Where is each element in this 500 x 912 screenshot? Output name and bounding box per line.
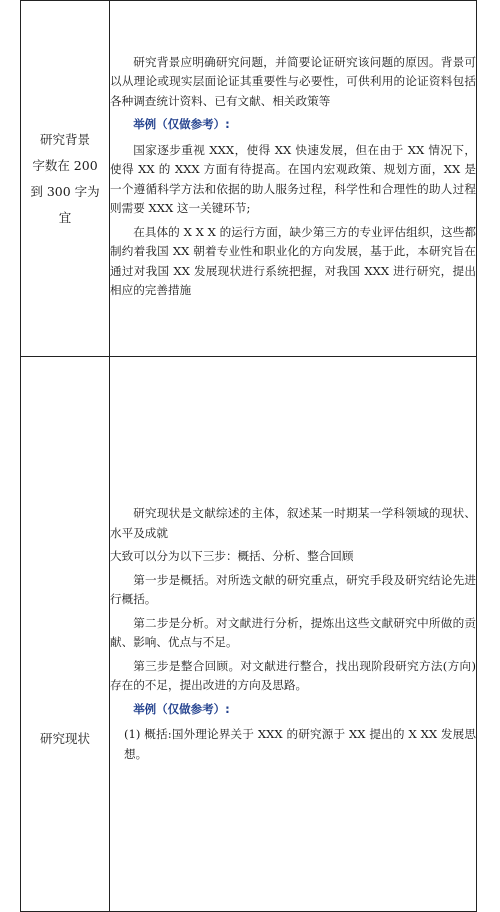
step-item: 第三步是整合回顾。对文献进行整合，找出现阶段研究方法(方向) 存在的不足，提出改进的方向及思路。 xyxy=(110,658,476,692)
label-line: 研究现状 xyxy=(39,731,90,746)
example-paragraph: 在具体的 X X X 的运行方面，缺少第三方的专业评估组织，这些都制约着我国 XX 朝着专业性和职业化的方向发展，基于此，本研究旨在通过对我国 XX 发展现状进行系统把握，对我国 XXX 进行研究，提出相应的完善措施 xyxy=(110,224,476,297)
step-item: 第一步是概括。对所选文献的研究重点，研究手段及研究结论先进行概括。 xyxy=(110,572,476,606)
step-item: 第二步是分析。对文献进行分析，提炼出这些文献研究中所做的贡献、影响、优点与不足。 xyxy=(110,615,476,649)
row-content-background xyxy=(110,1,477,357)
background-intro: 研究背景应明确研究问题，并简要论证研究该问题的原因。背景可以从理论或现实层面论证其重要性与必要性，可供利用的论证资料包括各种调查统计资料、已有文献、相关政策等 xyxy=(110,54,476,108)
table-row-background xyxy=(21,1,477,357)
label-line: 研究背景 xyxy=(39,131,90,147)
label-line: 宜 xyxy=(58,209,72,225)
example-label: 举例（仅做参考）: xyxy=(133,117,230,131)
proposal-form-table xyxy=(20,0,477,912)
example-paragraph: 国家逐步重视 XXX，使得 XX 快速发展，但在由于 XX 情况下，使得 XX 的 XXX 方面有待提高。在国内宏观政策、规划方面，XX 是一个遵循科学方法和依据的助人服务过程，科学性和合理性的助人过程则需要 XXX 这一关键环节; xyxy=(110,142,476,215)
status-intro: 研究现状是文献综述的主体，叙述某一时期某一学科领域的现状、水平及成就 xyxy=(110,506,476,540)
table-row-status xyxy=(21,357,477,912)
example-label: 举例（仅做参考）: xyxy=(133,701,230,716)
row-label-status xyxy=(21,357,110,912)
label-line: 字数在 200 xyxy=(32,157,98,173)
row-content-status xyxy=(110,357,477,912)
label-line: 到 300 字为 xyxy=(30,183,100,199)
document-page xyxy=(20,0,476,761)
list-item: (1) 概括:国外理论界关于 XXX 的研究源于 XX 提出的 X XX 发展思想。 xyxy=(124,727,476,761)
row-label-background xyxy=(21,1,110,357)
steps-intro: 大致可以分为以下三步：概括、分析、整合回顾 xyxy=(110,549,354,563)
